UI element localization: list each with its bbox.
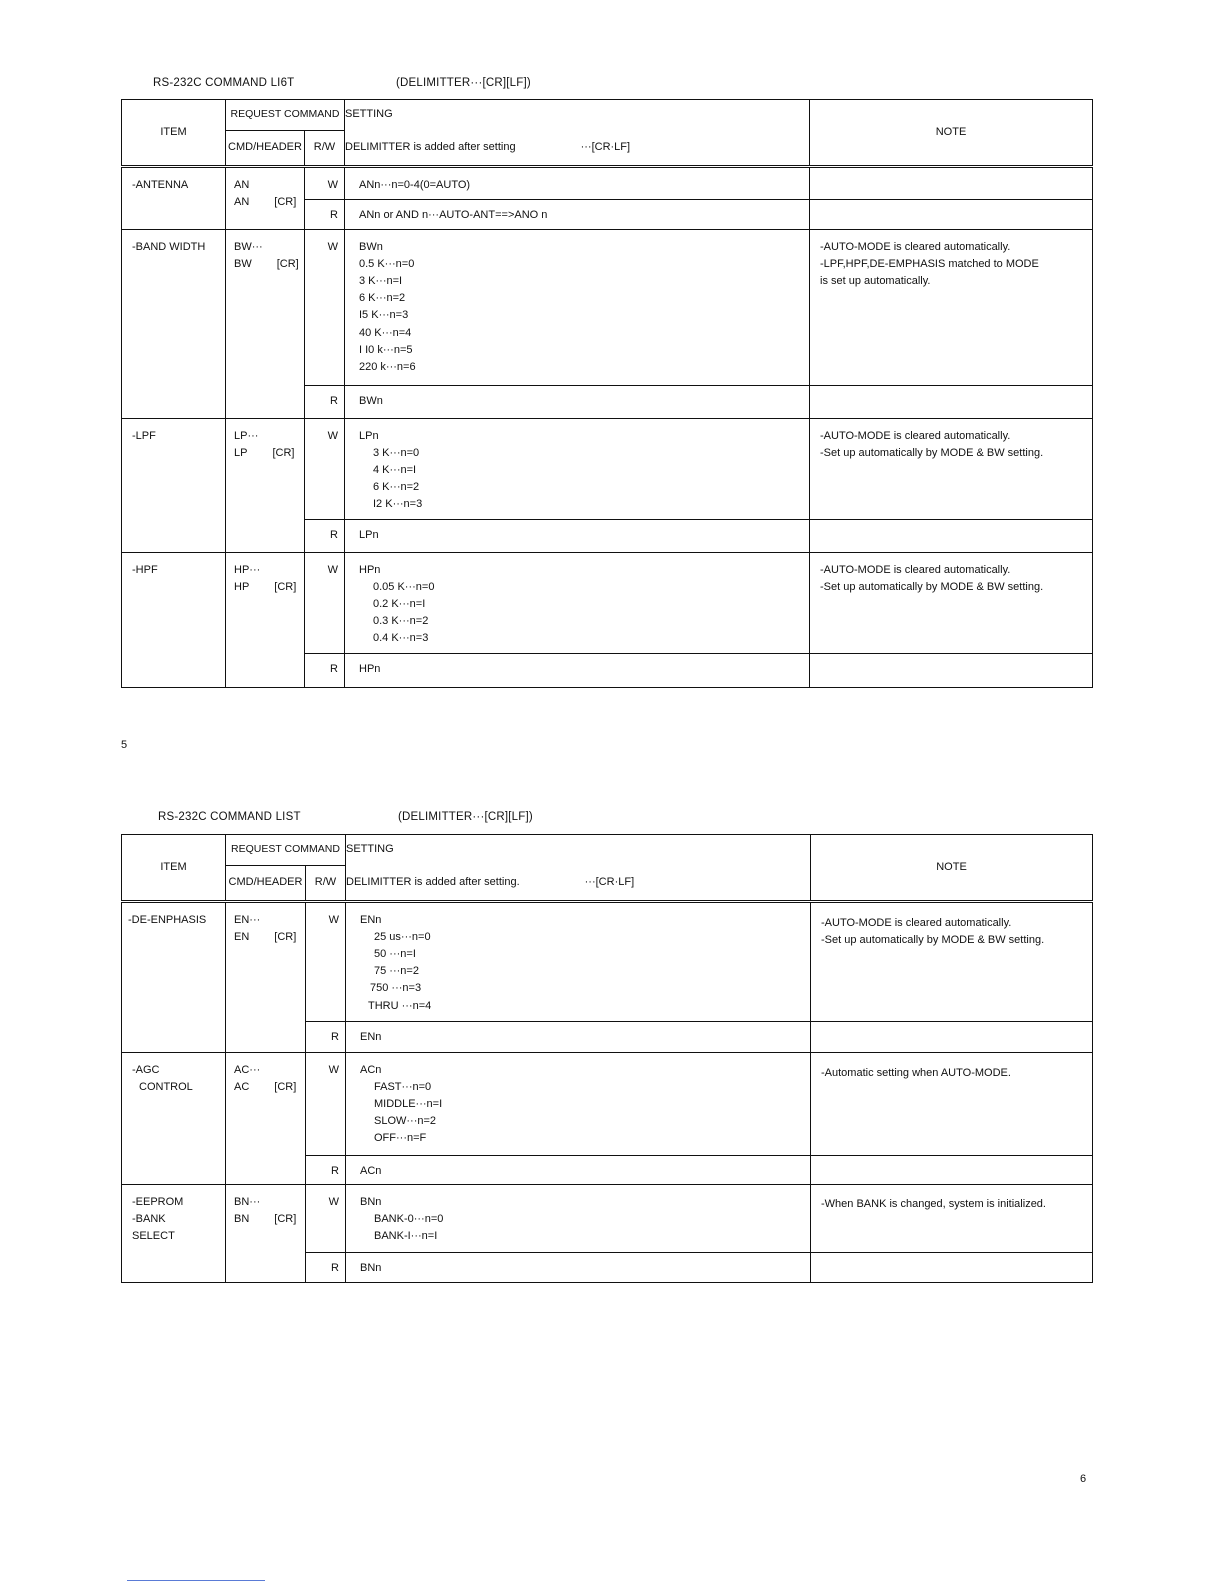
cmd-write: HP··· bbox=[234, 563, 261, 576]
note-line: -When BANK is changed, system is initialized. bbox=[821, 1197, 1046, 1210]
col-header-item: ITEM bbox=[122, 100, 226, 167]
note-lpf-write bbox=[810, 418, 1093, 519]
table-row bbox=[122, 901, 1093, 1021]
bottom-heading-delimiter: (DELIMITTER···[CR][LF]) bbox=[398, 811, 533, 823]
setting-line: 3 K···n=I bbox=[359, 274, 403, 287]
table-row bbox=[122, 229, 1093, 385]
item-eeprom-bank-select bbox=[122, 1184, 226, 1282]
col-header-note: NOTE bbox=[810, 100, 1093, 167]
setting-de-enphasis-write bbox=[346, 901, 811, 1021]
cmd-write: AN bbox=[234, 178, 250, 191]
bottom-command-table bbox=[121, 834, 1093, 1283]
setting-line: BNn bbox=[360, 1195, 382, 1208]
setting-line: 0.5 K···n=0 bbox=[359, 257, 415, 270]
cmd-read bbox=[234, 194, 304, 211]
col-header-setting: SETTING bbox=[345, 100, 810, 131]
setting-line: BWn bbox=[359, 240, 383, 253]
item-line: SELECT bbox=[132, 1229, 175, 1242]
col-header-rw: R/W bbox=[305, 130, 345, 166]
setting-hpf-write bbox=[345, 552, 810, 653]
setting-line: MIDDLE···n=I bbox=[374, 1097, 443, 1110]
rw-read: R bbox=[306, 1252, 346, 1282]
setting-line: 220 k···n=6 bbox=[359, 360, 416, 373]
setting-line: BANK-0···n=0 bbox=[374, 1212, 444, 1225]
cmd-read-cr: [CR] bbox=[274, 1080, 297, 1093]
table-row bbox=[122, 166, 1093, 199]
note-antenna-write bbox=[810, 166, 1093, 199]
bottom-heading-title: RS-232C COMMAND LIST bbox=[158, 811, 301, 823]
setting-line: I5 K···n=3 bbox=[359, 309, 409, 322]
setting-line: LPn bbox=[359, 429, 379, 442]
item-line: -EEPROM bbox=[132, 1195, 184, 1208]
cmd-band-width bbox=[226, 229, 305, 418]
cmd-read-cr: [CR] bbox=[274, 195, 297, 208]
note-de-enphasis-read bbox=[811, 1021, 1093, 1052]
cmd-write: BN··· bbox=[234, 1195, 261, 1208]
col-header-setting-note bbox=[345, 130, 810, 166]
setting-band-width-read: BWn bbox=[345, 385, 810, 418]
rw-read: R bbox=[305, 519, 345, 552]
setting-note-text: DELIMITTER is added after setting. bbox=[346, 875, 520, 888]
cmd-agc-control bbox=[226, 1052, 306, 1184]
note-line: -AUTO-MODE is cleared automatically. bbox=[821, 916, 1012, 929]
col-header-cmd-header: CMD/HEADER bbox=[226, 865, 306, 901]
item-agc-control bbox=[122, 1052, 226, 1184]
col-header-rw: R/W bbox=[306, 865, 346, 901]
bottom-table-heading bbox=[158, 811, 533, 823]
cmd-read-code: BW bbox=[234, 257, 252, 270]
cmd-read bbox=[234, 579, 304, 596]
cmd-write: LP··· bbox=[234, 429, 259, 442]
blue-edge-line bbox=[127, 1580, 265, 1582]
note-hpf-read bbox=[810, 653, 1093, 687]
page-number-right: 6 bbox=[1080, 1473, 1087, 1485]
rw-write: W bbox=[306, 901, 346, 1021]
setting-band-width-write bbox=[345, 229, 810, 385]
cmd-write: AC··· bbox=[234, 1063, 261, 1076]
rw-write: W bbox=[306, 1184, 346, 1252]
top-heading-delimiter: (DELIMITTER···[CR][LF]) bbox=[396, 77, 531, 89]
note-line: -AUTO-MODE is cleared automatically. bbox=[820, 563, 1011, 576]
setting-antenna-write bbox=[345, 166, 810, 199]
setting-line: SLOW···n=2 bbox=[374, 1115, 437, 1128]
col-header-cmd-header: CMD/HEADER bbox=[226, 130, 305, 166]
note-line: -Automatic setting when AUTO-MODE. bbox=[821, 1066, 1011, 1079]
cmd-write: BW··· bbox=[234, 240, 263, 253]
setting-line: OFF···n=F bbox=[374, 1132, 427, 1145]
setting-line: ENn bbox=[360, 913, 382, 926]
note-eeprom-write bbox=[811, 1184, 1093, 1252]
setting-line: 0.05 K···n=0 bbox=[373, 580, 435, 593]
cmd-read-code: BN bbox=[234, 1212, 250, 1225]
item-lpf: -LPF bbox=[122, 418, 226, 552]
top-heading-title: RS-232C COMMAND LI6T bbox=[153, 77, 295, 89]
cmd-read-cr: [CR] bbox=[274, 930, 297, 943]
rw-write: W bbox=[306, 1052, 346, 1155]
note-hpf-write bbox=[810, 552, 1093, 653]
cmd-read-cr: [CR] bbox=[274, 580, 297, 593]
setting-line: I2 K···n=3 bbox=[373, 498, 423, 511]
cmd-read-cr: [CR] bbox=[276, 257, 299, 270]
setting-line: I I0 k···n=5 bbox=[359, 343, 413, 356]
rw-write: W bbox=[305, 166, 345, 199]
note-antenna-read bbox=[810, 199, 1093, 229]
cmd-read-code: EN bbox=[234, 930, 250, 943]
note-agc-read bbox=[811, 1155, 1093, 1184]
setting-line: FAST···n=0 bbox=[374, 1080, 432, 1093]
note-line: -Set up automatically by MODE & BW setting. bbox=[820, 446, 1044, 459]
cmd-read-cr: [CR] bbox=[272, 446, 295, 459]
setting-crlf-text: ···[CR·LF] bbox=[584, 875, 635, 888]
note-lpf-read bbox=[810, 519, 1093, 552]
cmd-read bbox=[234, 1211, 305, 1228]
setting-eeprom-read: BNn bbox=[346, 1252, 811, 1282]
rw-write: W bbox=[305, 229, 345, 385]
setting-lpf-read: LPn bbox=[345, 519, 810, 552]
col-header-setting: SETTING bbox=[346, 835, 811, 866]
note-line: -LPF,HPF,DE-EMPHASIS matched to MODE bbox=[820, 257, 1039, 270]
cmd-read bbox=[234, 929, 305, 946]
setting-crlf-text: ···[CR·LF] bbox=[580, 140, 631, 153]
col-header-setting-note bbox=[346, 865, 811, 901]
setting-hpf-read: HPn bbox=[345, 653, 810, 687]
col-header-note: NOTE bbox=[811, 835, 1093, 902]
setting-line: THRU ···n=4 bbox=[368, 999, 432, 1012]
cmd-read bbox=[234, 256, 304, 273]
page-number-left: 5 bbox=[121, 739, 128, 751]
cmd-de-enphasis bbox=[226, 901, 306, 1052]
col-header-item: ITEM bbox=[122, 835, 226, 902]
cmd-read-code: AC bbox=[234, 1080, 250, 1093]
setting-line: ACn bbox=[360, 1063, 382, 1076]
setting-line: BANK-I···n=I bbox=[374, 1229, 438, 1242]
rw-write: W bbox=[305, 552, 345, 653]
cmd-antenna bbox=[226, 166, 305, 229]
top-command-table bbox=[121, 99, 1093, 688]
setting-line: 0.4 K···n=3 bbox=[373, 632, 429, 645]
cmd-read-code: AN bbox=[234, 195, 250, 208]
top-table-heading bbox=[153, 77, 531, 89]
cmd-eeprom bbox=[226, 1184, 306, 1282]
note-agc-write bbox=[811, 1052, 1093, 1155]
setting-line: 0.2 K···n=I bbox=[373, 597, 426, 610]
note-line: -AUTO-MODE is cleared automatically. bbox=[820, 429, 1011, 442]
table-row bbox=[122, 1184, 1093, 1252]
cmd-read-code: LP bbox=[234, 446, 248, 459]
note-de-enphasis-write bbox=[811, 901, 1093, 1021]
setting-de-enphasis-read: ENn bbox=[346, 1021, 811, 1052]
cmd-write: EN··· bbox=[234, 913, 261, 926]
setting-line: 50 ···n=I bbox=[374, 947, 416, 960]
note-band-width-write bbox=[810, 229, 1093, 385]
note-eeprom-read bbox=[811, 1252, 1093, 1282]
setting-line: HPn bbox=[359, 563, 381, 576]
note-band-width-read bbox=[810, 385, 1093, 418]
cmd-read bbox=[234, 445, 304, 462]
setting-note-text: DELIMITTER is added after setting bbox=[345, 140, 516, 153]
setting-line: 6 K···n=2 bbox=[359, 292, 406, 305]
setting-line: 40 K···n=4 bbox=[359, 326, 412, 339]
rw-write: W bbox=[305, 418, 345, 519]
item-line: -AGC bbox=[132, 1063, 160, 1076]
setting-agc-read: ACn bbox=[346, 1155, 811, 1184]
item-hpf: -HPF bbox=[122, 552, 226, 687]
rw-read: R bbox=[306, 1155, 346, 1184]
note-line: -Set up automatically by MODE & BW setting. bbox=[821, 933, 1045, 946]
cmd-read-cr: [CR] bbox=[274, 1212, 297, 1225]
setting-line: 0.3 K···n=2 bbox=[373, 615, 429, 628]
cmd-read bbox=[234, 1079, 305, 1096]
cmd-lpf bbox=[226, 418, 305, 552]
item-line: -BANK bbox=[132, 1212, 166, 1225]
setting-agc-write bbox=[346, 1052, 811, 1155]
setting-lpf-write bbox=[345, 418, 810, 519]
setting-eeprom-write bbox=[346, 1184, 811, 1252]
table-row bbox=[122, 1052, 1093, 1155]
cmd-hpf bbox=[226, 552, 305, 687]
setting-line: 4 K···n=I bbox=[373, 463, 417, 476]
item-line: CONTROL bbox=[139, 1080, 193, 1093]
rw-read: R bbox=[305, 385, 345, 418]
setting-antenna-read: ANn or AND n···AUTO-ANT==>ANO n bbox=[345, 199, 810, 229]
rw-read: R bbox=[306, 1021, 346, 1052]
item-band-width: -BAND WIDTH bbox=[122, 229, 226, 418]
item-antenna: -ANTENNA bbox=[122, 166, 226, 229]
setting-line: 6 K···n=2 bbox=[373, 481, 420, 494]
setting-line: ANn···n=0-4(0=AUTO) bbox=[359, 178, 471, 191]
setting-line: 75 ···n=2 bbox=[374, 965, 419, 978]
col-header-request-command: REQUEST COMMAND bbox=[226, 100, 345, 131]
col-header-request-command: REQUEST COMMAND bbox=[226, 835, 346, 866]
setting-line: 25 us···n=0 bbox=[374, 930, 431, 943]
setting-line: 3 K···n=0 bbox=[373, 446, 420, 459]
cmd-read-code: HP bbox=[234, 580, 250, 593]
item-de-enphasis: -DE-ENPHASIS bbox=[122, 901, 226, 1052]
rw-read: R bbox=[305, 199, 345, 229]
table-row bbox=[122, 552, 1093, 653]
table-row bbox=[122, 418, 1093, 519]
note-line: is set up automatically. bbox=[820, 274, 931, 287]
setting-line: 750 ···n=3 bbox=[370, 982, 422, 995]
note-line: -AUTO-MODE is cleared automatically. bbox=[820, 240, 1011, 253]
note-line: -Set up automatically by MODE & BW setting. bbox=[820, 580, 1044, 593]
rw-read: R bbox=[305, 653, 345, 687]
